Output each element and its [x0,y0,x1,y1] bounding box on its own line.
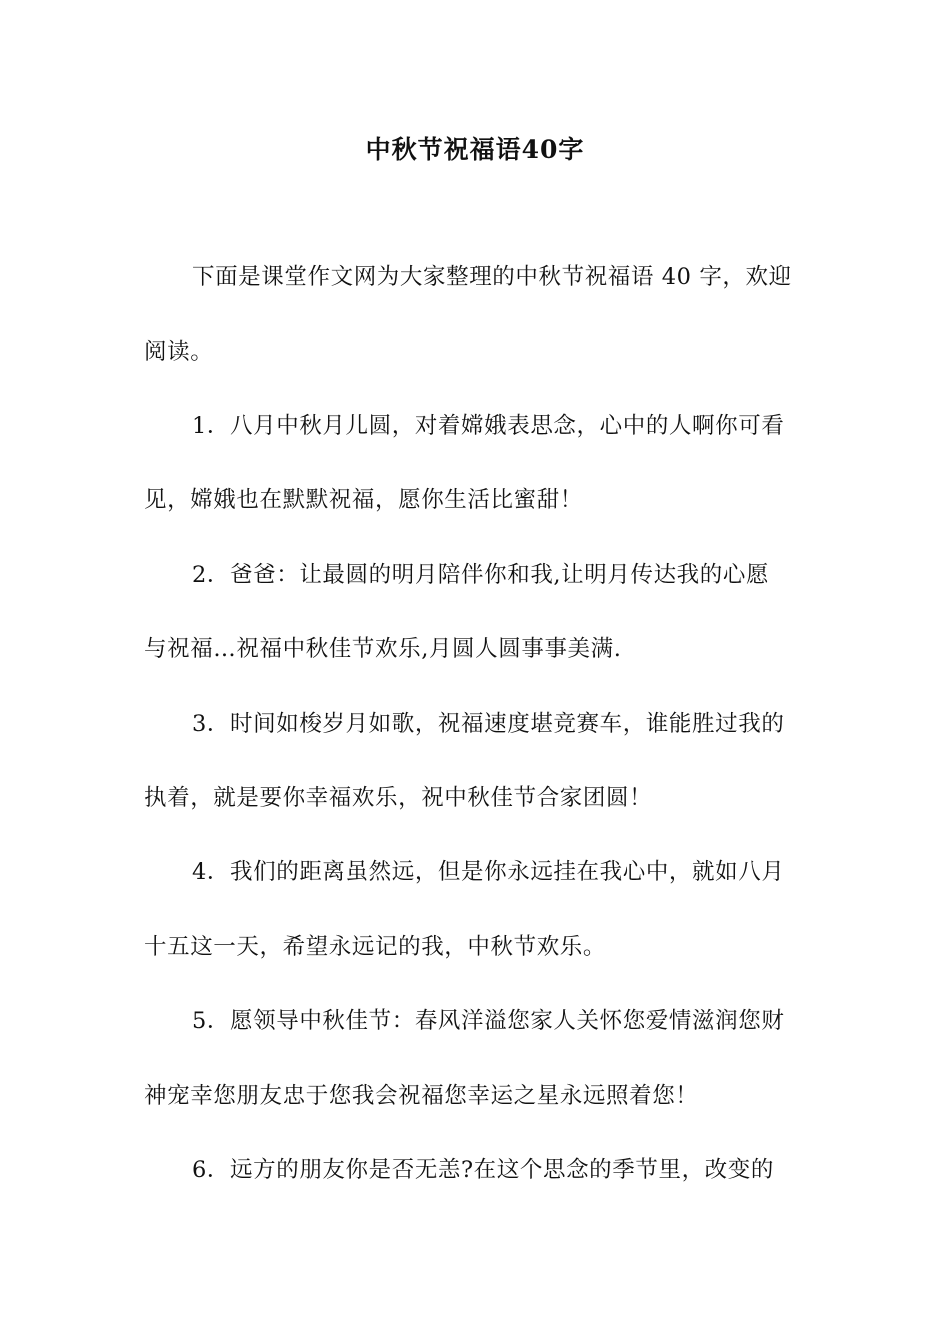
item-4-line-1: 4．我们的距离虽然远，但是你永远挂在我心中，就如八月 [192,859,785,885]
intro-line-1: 下面是课堂作文网为大家整理的中秋节祝福语 40 字，欢迎 [192,264,792,290]
item-5-line-1: 5．愿领导中秋佳节：春风洋溢您家人关怀您爱情滋润您财 [192,1008,785,1034]
item-1-line-2: 见，嫦娥也在默默祝福，愿你生活比蜜甜！ [144,487,583,513]
item-2-line-2: 与祝福…祝福中秋佳节欢乐,月圆人圆事事美满. [144,636,622,662]
item-5-line-2: 神宠幸您朋友忠于您我会祝福您幸运之星永远照着您！ [144,1083,699,1109]
page-title: 中秋节祝福语40字 [365,135,585,164]
item-6-line-1: 6．远方的朋友你是否无恙?在这个思念的季节里，改变的 [192,1157,774,1183]
item-3-line-2: 执着，就是要你幸福欢乐，祝中秋佳节合家团圆！ [144,785,653,811]
item-3-line-1: 3．时间如梭岁月如歌，祝福速度堪竞赛车，谁能胜过我的 [192,711,785,737]
item-1-line-1: 1．八月中秋月儿圆，对着嫦娥表思念，心中的人啊你可看 [192,413,785,439]
intro-line-2: 阅读。 [144,339,214,365]
item-4-line-2: 十五这一天，希望永远记的我，中秋节欢乐。 [144,934,607,960]
item-2-line-1: 2．爸爸：让最圆的明月陪伴你和我,让明月传达我的心愿 [192,562,770,588]
